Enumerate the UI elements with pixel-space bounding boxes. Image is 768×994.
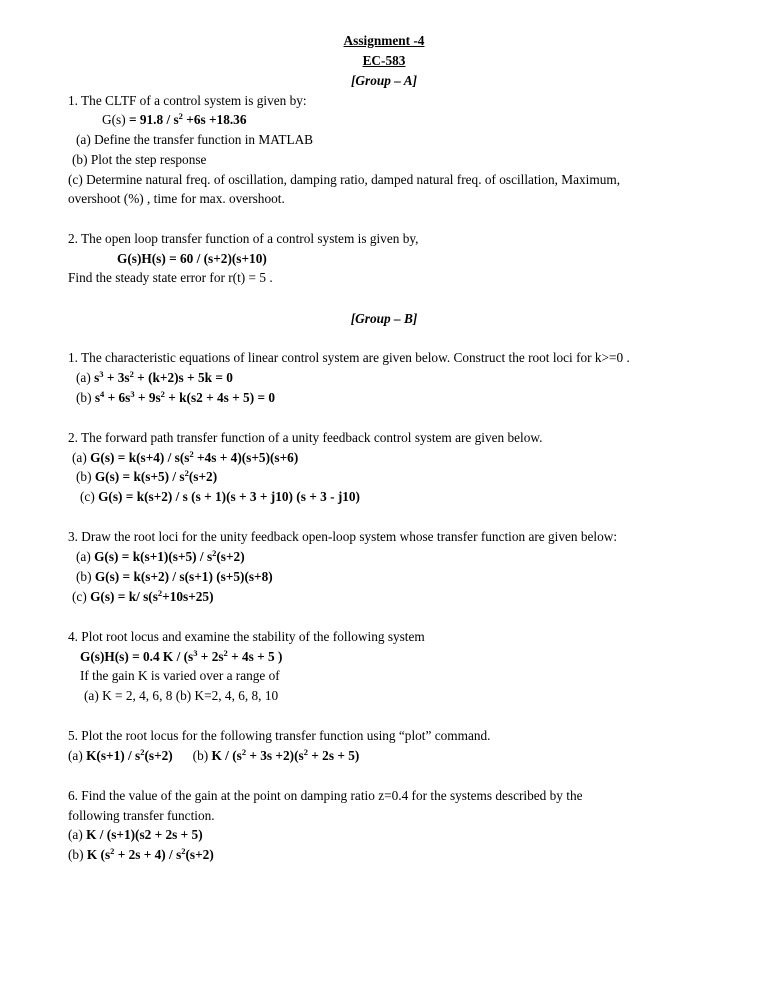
b-q3-part-c: (c) G(s) = k/ $s(s^2+10s+25)$ (72, 588, 214, 604)
b-q4-intro: 4. Plot root locus and examine the stability of the following system (68, 629, 425, 644)
b-q2-part-a: (a) $G(s) = k(s+4) / s(s^2 +4s + 4)(s+5)(s+6)$ (72, 449, 299, 465)
b-q3-part-a: (a) $G(s) = k(s+1)(s+5) / s^2(s+2)$ (76, 548, 245, 564)
b-q2-intro: 2. The forward path transfer function of a unity feedback control system are given below. (68, 430, 543, 445)
a-q2-find: Find the steady state error for r(t) = 5 . (68, 270, 273, 285)
b-q2-part-c: (c) G(s) = k(s+2) / s (s + 1)(s + 3 + j10) (s + 3 - j10) (80, 489, 360, 504)
b-q3-part-b: (b) G(s) = k(s+2) / s(s+1) (s+5)(s+8) (76, 569, 273, 584)
b-q1-intro: 1. The characteristic equations of linear control system are given below. Construct the root loci for k>=0 . (68, 350, 630, 365)
assignment-title: Assignment -4 (343, 33, 425, 48)
a-q1-part-c-line1: (c) Determine natural freq. of oscillation, damping ratio, damped natural freq. of oscillation, Maximum, (68, 172, 621, 187)
b-q2-part-b: (b) $G(s) = k(s+5) / s^2(s+2)$ (76, 468, 218, 484)
a-q2-intro: 2. The open loop transfer function of a control system is given by, (68, 231, 419, 246)
group-a-heading: [Group – A] (351, 73, 417, 88)
a-q1-part-b: (b) Plot the step response (72, 152, 207, 167)
a-q1-part-a: (a) Define the transfer function in MATLAB (76, 132, 314, 147)
group-b-heading: [Group – B] (350, 311, 418, 326)
course-code: EC-583 (362, 53, 406, 68)
b-q5-intro: 5. Plot the root locus for the following transfer function using “plot” command. (68, 728, 491, 743)
b-q3-intro: 3. Draw the root loci for the unity feedback open-loop system whose transfer function are given below: (68, 529, 618, 544)
b-q4-gain-ranges: (a) K = 2, 4, 6, 8 (b) K=2, 4, 6, 8, 10 (84, 688, 279, 703)
a-q1-intro: 1. The CLTF of a control system is given by: (68, 93, 307, 108)
a-q2-equation: G(s)H(s) = 60 / (s+2)(s+10) (117, 251, 267, 266)
b-q4-gain-text: If the gain K is varied over a range of (80, 668, 280, 683)
b-q4-equation: G(s)H(s) = 0.4 $K / (s^3 + 2s^2 + 4s + 5$ ) (80, 648, 283, 664)
b-q5-parts: (a) $K(s+1) / s^2(s+2)$ (b) $K / (s^2 + 3s +2)(s^2 + 2s + 5)$ (68, 747, 360, 763)
b-q6-part-b: (b) K $(s^2 + 2s + 4) / s^2(s+2)$ (68, 846, 214, 862)
b-q1-part-b: (b) $s^4 + 6s^3 + 9s^2 + k(s2 + 4s + 5) = 0$ (76, 389, 276, 405)
a-q1-equation: $G(s) = 91.8 / s^2 +6s +18.36$ (102, 111, 247, 127)
b-q1-part-a: (a) $s^3 + 3s^2 + (k+2)s + 5k = 0$ (76, 369, 233, 385)
b-q6-part-a: (a) K / (s+1)(s2 + 2s + 5) (68, 827, 203, 842)
a-q1-part-c-line2: overshoot (%) , time for max. overshoot. (68, 191, 285, 206)
b-q6-line1: 6. Find the value of the gain at the point on damping ratio z=0.4 for the systems described by the (68, 788, 583, 803)
b-q6-line2: following transfer function. (68, 808, 215, 823)
